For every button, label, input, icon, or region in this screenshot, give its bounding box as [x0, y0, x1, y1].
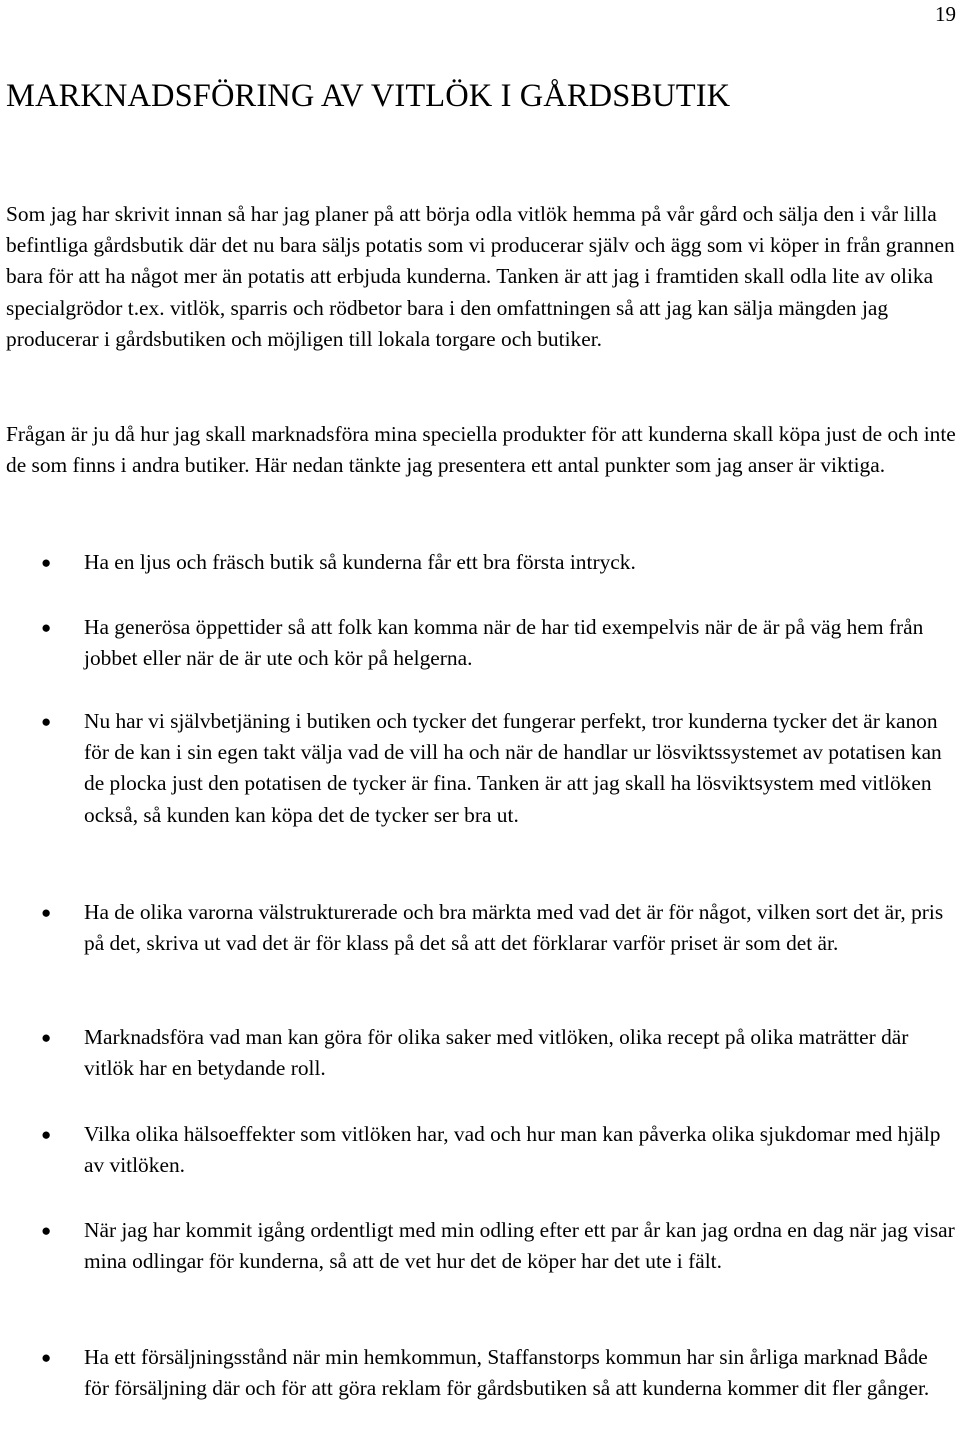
bullet-icon: ●: [41, 1028, 52, 1047]
list-item-text: Ha ett försäljningsstånd när min hemkommun, Staffanstorps kommun har sin årliga marknad Både för försäljning där och för att göra reklam för gårdsbutiken så att kunderna kommer dit fler gånger.: [84, 1345, 930, 1401]
list-item-text: Vilka olika hälsoeffekter som vitlöken har, vad och hur man kan påverka olika sjukdomar med hjälp av vitlöken.: [84, 1122, 941, 1178]
list-item-text: Marknadsföra vad man kan göra för olika saker med vitlöken, olika recept på olika maträtter där vitlök har en betydande roll.: [84, 1025, 909, 1081]
bullet-icon: ●: [41, 1125, 52, 1144]
bullet-icon: ●: [41, 903, 52, 922]
list-item-text: Ha en ljus och fräsch butik så kunderna får ett bra första intryck.: [84, 550, 636, 574]
bullet-icon: ●: [41, 1221, 52, 1240]
page-number: 19: [935, 2, 956, 26]
list-item-text: När jag har kommit igång ordentligt med min odling efter ett par år kan jag ordna en dag när jag visar mina odlingar för kunderna, så att de vet hur det de köper har det ute i fält.: [84, 1218, 955, 1274]
bullet-icon: ●: [41, 1348, 52, 1367]
page-title: MARKNADSFÖRING AV VITLÖK I GÅRDSBUTIK: [6, 78, 731, 114]
intro-paragraph: Som jag har skrivit innan så har jag planer på att börja odla vitlök hemma på vår gård och sälja den i vår lilla befintliga gårdsbutik där det nu bara säljs potatis som vi producerar själv och ägg som vi köper in från grannen bara för att ha något mer än potatis att erbjuda kunderna. Tanken är att jag i framtiden skall odla lite av olika specialgrödor t.ex. vitlök, sparris och rödbetor bara i den omfattningen så att jag kan sälja mängden jag producerar i gårdsbutiken och möjligen till lokala torgare och butiker.: [6, 202, 955, 351]
bullet-icon: ●: [41, 618, 52, 637]
bullet-icon: ●: [41, 553, 52, 572]
bullet-icon: ●: [41, 712, 52, 731]
list-item-text: Ha de olika varorna välstrukturerade och bra märkta med vad det är för något, vilken sort det är, pris på det, skriva ut vad det är för klass på det så att det förklarar varför priset är som det är.: [84, 900, 944, 956]
list-item-text: Ha generösa öppettider så att folk kan komma när de har tid exempelvis när de är på väg hem från jobbet eller när de är ute och kör på helgerna.: [84, 615, 924, 671]
question-paragraph: Frågan är ju då hur jag skall marknadsföra mina speciella produkter för att kunderna skall köpa just de och inte de som finns i andra butiker. Här nedan tänkte jag presentera ett antal punkter som jag anser är viktiga.: [6, 422, 956, 478]
list-item-text: Nu har vi självbetjäning i butiken och tycker det fungerar perfekt, tror kunderna tycker det är kanon för de kan i sin egen takt välja vad de vill ha och när de handlar ur lösviktssystemet av potatisen kan de plocka just den potatisen de tycker är fina. Tanken är att jag skall ha lösviktsystem med vitlöken också, så kunden kan köpa det de tycker ser bra ut.: [84, 709, 942, 827]
